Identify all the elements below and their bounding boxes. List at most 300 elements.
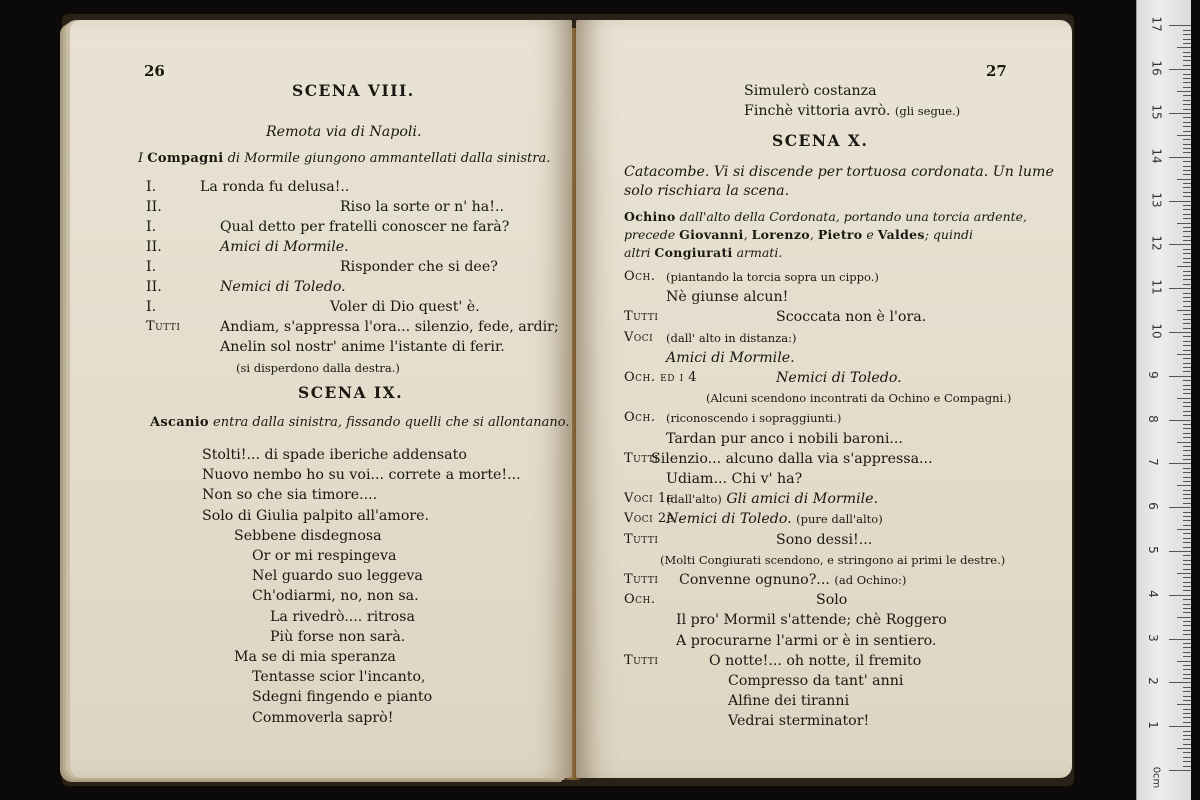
- dialogue-text: Alfine dei tiranni: [728, 693, 850, 710]
- stage-note: (piantando la torcia sopra un cippo.): [666, 270, 879, 284]
- ruler-tick: [1177, 442, 1191, 443]
- verse-line: Commoverla saprò!: [252, 709, 394, 726]
- speaker-label: Tutti: [624, 450, 659, 466]
- ruler-tick: [1183, 621, 1191, 622]
- speaker-label: Voci 2e: [624, 511, 674, 527]
- ruler-tick: [1183, 389, 1191, 390]
- ruler-tick: [1183, 74, 1191, 75]
- dialogue-line: [728, 712, 869, 730]
- verse-line: [744, 82, 877, 100]
- ruler-tick: [1183, 82, 1191, 83]
- dialogue-line: [728, 692, 849, 710]
- verse-line: Solo di Giulia palpito all'amore.: [202, 507, 430, 524]
- direction-post: di Mormile giungono ammantellati dalla sinistra.: [223, 151, 551, 166]
- ruler-tick: [1183, 328, 1191, 329]
- stage-note: (dall'alto): [666, 492, 722, 507]
- ruler-tick: [1183, 148, 1191, 149]
- dialogue-line: [776, 531, 872, 549]
- ruler-tick: [1183, 717, 1191, 718]
- direction-text: ,: [809, 227, 818, 242]
- ruler-tick: [1177, 573, 1191, 574]
- ruler-tick: [1183, 744, 1191, 745]
- ruler-tick: [1183, 477, 1191, 478]
- ruler-tick: [1183, 455, 1191, 456]
- ruler-tick: [1183, 187, 1191, 188]
- verse-line: Ma se di mia speranza: [234, 649, 396, 665]
- verse-line: Più forse non sarà.: [270, 628, 406, 645]
- ruler-tick: [1183, 481, 1191, 482]
- ruler-tick: [1183, 152, 1191, 153]
- dialogue-line: [676, 611, 947, 629]
- direction-text: altri: [624, 245, 655, 260]
- dialogue-text: Nemici di Toledo.: [666, 511, 792, 528]
- speaker-label: II.: [146, 239, 162, 255]
- ruler-tick: [1183, 205, 1191, 206]
- ruler-tick: [1177, 47, 1191, 48]
- verse-line: La rivedrò.... ritrosa: [270, 608, 415, 625]
- character-name: Valdes: [877, 227, 925, 242]
- dialogue-line: [651, 450, 933, 468]
- direction-text: ; quindi: [924, 227, 974, 242]
- ruler-tick: [1169, 113, 1191, 114]
- ruler-tick: [1183, 358, 1191, 359]
- ruler-tick: [1183, 350, 1191, 351]
- ruler-tick: [1177, 661, 1191, 662]
- dialogue-line: [666, 409, 841, 427]
- dialogue-line: [679, 571, 906, 589]
- ruler-tick: [1183, 766, 1191, 767]
- dialogue-line: [816, 591, 847, 609]
- ruler-tick: [1183, 590, 1191, 591]
- ruler-tick: [1183, 665, 1191, 666]
- ruler-tick: [1169, 69, 1191, 70]
- verse-line: Ch'odiarmi, no, non sa.: [252, 588, 419, 605]
- ruler-tick: [1177, 485, 1191, 486]
- ruler-tick: [1183, 525, 1191, 526]
- left-page: [70, 20, 572, 778]
- ruler-tick: [1183, 608, 1191, 609]
- ruler-tick: [1183, 691, 1191, 692]
- ruler-tick: [1183, 258, 1191, 259]
- ruler-tick: [1183, 446, 1191, 447]
- ruler-number: 6: [1145, 502, 1160, 511]
- dialogue-line: [776, 369, 902, 387]
- ruler-tick: [1183, 625, 1191, 626]
- dialogue-line: Risponder che si dee?: [340, 259, 498, 275]
- character-name: Congiurati: [654, 245, 733, 260]
- ruler-tick: [1183, 249, 1191, 250]
- ruler-tick: [1183, 56, 1191, 57]
- ruler-tick: [1183, 656, 1191, 657]
- ruler-tick: [1183, 647, 1191, 648]
- ruler-tick: [1183, 293, 1191, 294]
- dialogue-text: Gli amici di Mormile.: [726, 491, 879, 508]
- ruler-number: 8: [1145, 414, 1160, 423]
- speaker-label: Och.: [624, 410, 656, 426]
- direction-post: entra dalla sinistra, fissando quelli che si allontanano.: [208, 415, 570, 430]
- character-name: Giovanni: [679, 227, 744, 242]
- ruler-tick: [1183, 612, 1191, 613]
- ruler-tick: [1183, 306, 1191, 307]
- dialogue-line: [666, 288, 788, 306]
- ruler-tick: [1183, 604, 1191, 605]
- ruler-tick: [1183, 345, 1191, 346]
- ruler-tick: [1183, 722, 1191, 723]
- verse-line: Tentasse scior l'incanto,: [252, 669, 426, 686]
- ruler-tick: [1183, 65, 1191, 66]
- stage-note: (gli segue.): [894, 104, 961, 118]
- ruler-tick: [1177, 617, 1191, 618]
- ruler-tick: [1183, 761, 1191, 762]
- ruler-tick: [1183, 262, 1191, 263]
- ruler-tick: [1177, 179, 1191, 180]
- stage-note: (ad Ochino:): [834, 573, 907, 587]
- verse-line: [744, 102, 960, 120]
- ruler-tick: [1183, 100, 1191, 101]
- dialogue-line: [676, 632, 936, 650]
- speaker-label: Voci 1e: [624, 491, 674, 507]
- dialogue-text: Nè giunse alcun!: [666, 289, 789, 306]
- ruler-tick: [1183, 669, 1191, 670]
- speaker-label: Och.: [624, 592, 656, 608]
- verse-text: Simulerò costanza: [744, 83, 877, 99]
- ruler-tick: [1183, 275, 1191, 276]
- verse-line: Non so che sia timore....: [202, 487, 378, 504]
- dialogue-line: Riso la sorte or n' ha!..: [340, 199, 504, 215]
- ruler-tick: [1177, 704, 1191, 705]
- ruler-tick: [1169, 157, 1191, 158]
- ruler-tick: [1183, 459, 1191, 460]
- ruler-tick: [1183, 52, 1191, 53]
- direction-name: Ascanio: [150, 415, 209, 430]
- ruler-tick: [1183, 709, 1191, 710]
- stage-direction: [624, 226, 973, 244]
- dialogue-text: A procurarne l'armi or è in sentiero.: [676, 632, 937, 649]
- stage-note: (pure dall'alto): [796, 512, 883, 527]
- direction-name: Compagni: [147, 151, 224, 166]
- ruler-tick: [1183, 472, 1191, 473]
- ruler-tick: [1183, 170, 1191, 171]
- ruler-tick: [1183, 520, 1191, 521]
- scene-title: SCENA X.: [772, 131, 869, 150]
- dialogue-line: [666, 470, 802, 488]
- ruler-tick: [1183, 87, 1191, 88]
- speaker-label: Och.: [624, 269, 656, 284]
- direction-pre: I: [138, 151, 148, 166]
- ruler-tick: [1183, 385, 1191, 386]
- exit-note: (si disperdono dalla destra.): [236, 361, 400, 375]
- speaker-label: Tutti: [624, 309, 659, 325]
- verse-text: Finchè vittoria avrò.: [744, 103, 891, 119]
- ruler-tick: [1169, 639, 1191, 640]
- speaker-label: Tutti: [624, 652, 659, 668]
- stage-note: (Alcuni scendono incontrati da Ochino e Compagni.): [706, 391, 1012, 406]
- ruler-tick: [1177, 223, 1191, 224]
- ruler-number: 2: [1145, 677, 1160, 686]
- dialogue-text: Udiam... Chi v' ha?: [666, 471, 803, 487]
- dialogue-text: Scoccata non è l'ora.: [776, 309, 927, 326]
- ruler-tick: [1183, 43, 1191, 44]
- ruler-tick: [1169, 595, 1191, 596]
- speaker-label: I.: [146, 179, 157, 195]
- dialogue-line: La ronda fu delusa!..: [200, 179, 350, 195]
- ruler-tick: [1183, 122, 1191, 123]
- ruler-number: 13: [1149, 191, 1164, 208]
- ruler-number: 10: [1149, 323, 1164, 339]
- speaker-label: II.: [146, 279, 162, 295]
- ruler-tick: [1169, 201, 1191, 202]
- ruler-tick: [1183, 34, 1191, 35]
- ruler-tick: [1169, 244, 1191, 245]
- scene-title: SCENA VIII.: [292, 81, 415, 100]
- dialogue-text: Compresso da tant' anni: [728, 673, 904, 689]
- dialogue-line: Andiam, s'appressa l'ora... silenzio, fede, ardir;: [220, 319, 559, 335]
- ruler-tick: [1183, 131, 1191, 132]
- ruler-tick: [1183, 582, 1191, 583]
- ruler-tick: [1183, 196, 1191, 197]
- ruler-tick: [1169, 332, 1191, 333]
- ruler-tick: [1169, 25, 1191, 26]
- ruler-tick: [1183, 236, 1191, 237]
- ruler-tick: [1183, 319, 1191, 320]
- ruler-number: 9: [1145, 370, 1160, 379]
- scene-title: SCENA IX.: [298, 383, 404, 402]
- ruler-tick: [1169, 726, 1191, 727]
- dialogue-text: Amici di Mormile.: [666, 349, 795, 366]
- ruler-tick: [1177, 748, 1191, 749]
- ruler-tick: [1183, 161, 1191, 162]
- ruler-number: 15: [1149, 104, 1164, 120]
- ruler-tick: [1169, 420, 1191, 421]
- ruler-number: 16: [1149, 60, 1164, 76]
- page-number: 26: [144, 62, 165, 80]
- ruler-tick: [1183, 371, 1191, 372]
- dialogue-text: Silenzio... alcuno dalla via s'appressa...: [651, 450, 933, 467]
- ruler-tick: [1183, 109, 1191, 110]
- ruler-tick: [1183, 630, 1191, 631]
- scene-setting: Remota via di Napoli.: [266, 124, 422, 140]
- scene-setting: solo rischiara la scena.: [624, 183, 790, 199]
- measurement-ruler: [1136, 0, 1191, 800]
- dialogue-line: [666, 490, 878, 508]
- direction-text: precede: [624, 227, 680, 242]
- speaker-label: I.: [146, 299, 157, 315]
- ruler-tick: [1183, 433, 1191, 434]
- ruler-tick: [1177, 354, 1191, 355]
- ruler-tick: [1177, 529, 1191, 530]
- right-page: [576, 20, 1072, 778]
- ruler-tick: [1183, 271, 1191, 272]
- stage-direction: [138, 150, 550, 168]
- ruler-unit: 0cm: [1150, 766, 1162, 789]
- ruler-tick: [1183, 314, 1191, 315]
- dialogue-line: [666, 510, 883, 528]
- ruler-tick: [1177, 310, 1191, 311]
- ruler-tick: [1183, 516, 1191, 517]
- ruler-tick: [1183, 363, 1191, 364]
- ruler-tick: [1183, 437, 1191, 438]
- ruler-tick: [1183, 634, 1191, 635]
- dialogue-text: Sono dessi!...: [776, 531, 873, 548]
- dialogue-line: Nemici di Toledo.: [220, 279, 346, 295]
- ruler-number: 7: [1145, 458, 1160, 467]
- ruler-tick: [1169, 682, 1191, 683]
- dialogue-line: Anelin sol nostr' anime l'istante di ferir.: [220, 339, 505, 355]
- ruler-tick: [1183, 218, 1191, 219]
- ruler-tick: [1183, 393, 1191, 394]
- dialogue-text: Nemici di Toledo.: [776, 370, 902, 386]
- stage-note: (riconoscendo i sopraggiunti.): [666, 411, 842, 426]
- ruler-tick: [1183, 253, 1191, 254]
- ruler-tick: [1183, 538, 1191, 539]
- ruler-tick: [1183, 735, 1191, 736]
- ruler-tick: [1183, 564, 1191, 565]
- character-name: Pietro: [817, 227, 863, 242]
- dialogue-text: Tardan pur anco i nobili baroni...: [666, 430, 903, 447]
- ruler-tick: [1177, 135, 1191, 136]
- ruler-tick: [1183, 297, 1191, 298]
- ruler-tick: [1183, 323, 1191, 324]
- ruler-tick: [1183, 60, 1191, 61]
- ruler-tick: [1183, 678, 1191, 679]
- ruler-tick: [1183, 577, 1191, 578]
- page-number: 27: [986, 62, 1007, 80]
- ruler-tick: [1183, 192, 1191, 193]
- ruler-tick: [1183, 166, 1191, 167]
- ruler-tick: [1183, 139, 1191, 140]
- ruler-tick: [1183, 586, 1191, 587]
- dialogue-line: [666, 329, 796, 347]
- dialogue-line: Amici di Mormile.: [220, 239, 349, 255]
- dialogue-line: [660, 551, 1005, 569]
- speaker-label: Tutti: [146, 319, 181, 334]
- ruler-tick: [1183, 174, 1191, 175]
- ruler-tick: [1183, 227, 1191, 228]
- ruler-tick: [1183, 231, 1191, 232]
- verse-line: Nuovo nembo ho su voi... correte a morte!...: [202, 467, 521, 484]
- dialogue-line: [706, 389, 1011, 407]
- ruler-tick: [1183, 700, 1191, 701]
- ruler-number: 5: [1145, 546, 1160, 554]
- ruler-tick: [1183, 209, 1191, 210]
- speaker-label: Tutti: [624, 572, 659, 587]
- ruler-tick: [1183, 428, 1191, 429]
- ruler-tick: [1183, 380, 1191, 381]
- ruler-tick: [1183, 652, 1191, 653]
- ruler-tick: [1183, 468, 1191, 469]
- ruler-number: 14: [1149, 148, 1164, 164]
- stage-direction: [624, 244, 782, 262]
- ruler-tick: [1183, 367, 1191, 368]
- ruler-tick: [1183, 555, 1191, 556]
- ruler-number: 3: [1145, 633, 1160, 642]
- ruler-tick: [1183, 240, 1191, 241]
- scene-setting: Catacombe. Vi si discende per tortuosa cordonata. Un lume: [624, 164, 1054, 180]
- dialogue-line: [666, 268, 879, 286]
- ruler-number: 1: [1145, 721, 1160, 730]
- ruler-tick: [1183, 126, 1191, 127]
- ruler-tick: [1183, 424, 1191, 425]
- ruler-tick: [1183, 757, 1191, 758]
- dialogue-text: Vedrai sterminator!: [728, 713, 870, 730]
- ruler-number: 11: [1149, 279, 1164, 295]
- ruler-tick: [1183, 731, 1191, 732]
- verse-line: Or or mi respingeva: [252, 548, 397, 564]
- ruler-tick: [1183, 498, 1191, 499]
- ruler-tick: [1183, 450, 1191, 451]
- ruler-tick: [1183, 406, 1191, 407]
- stage-direction: [150, 414, 570, 432]
- ruler-tick: [1183, 30, 1191, 31]
- dialogue-text: Convenne ognuno?...: [679, 572, 830, 588]
- dialogue-line: [709, 652, 921, 670]
- ruler-tick: [1183, 560, 1191, 561]
- ruler-tick: [1169, 507, 1191, 508]
- dialogue-line: [666, 430, 903, 448]
- ruler-tick: [1183, 104, 1191, 105]
- ruler-tick: [1183, 490, 1191, 491]
- speaker-label: Tutti: [624, 531, 659, 547]
- direction-text: ,: [743, 227, 752, 242]
- dialogue-line: Voler di Dio quest' è.: [330, 299, 480, 315]
- character-name: Lorenzo: [751, 227, 810, 242]
- ruler-tick: [1183, 687, 1191, 688]
- verse-line: Nel guardo suo leggeva: [252, 568, 423, 585]
- ruler-tick: [1183, 569, 1191, 570]
- dialogue-line: [728, 672, 903, 690]
- ruler-tick: [1183, 39, 1191, 40]
- ruler-tick: [1183, 696, 1191, 697]
- ruler-tick: [1169, 463, 1191, 464]
- dialogue-line: [776, 308, 926, 326]
- ruler-tick: [1183, 95, 1191, 96]
- ruler-number: 4: [1145, 589, 1160, 598]
- ruler-tick: [1183, 144, 1191, 145]
- ruler-tick: [1183, 752, 1191, 753]
- ruler-tick: [1183, 301, 1191, 302]
- ruler-tick: [1177, 266, 1191, 267]
- stage-note: (Molti Congiurati scendono, e stringono ai primi le destre.): [660, 552, 1006, 567]
- dialogue-text: Solo: [816, 592, 848, 609]
- dialogue-text: Il pro' Mormil s'attende; chè Roggero: [676, 612, 947, 629]
- ruler-tick: [1183, 78, 1191, 79]
- stage-direction: [624, 208, 1027, 226]
- verse-line: Sdegni fingendo e pianto: [252, 689, 433, 706]
- ruler-tick: [1177, 398, 1191, 399]
- ruler-tick: [1183, 415, 1191, 416]
- ruler-tick: [1169, 770, 1191, 771]
- ruler-tick: [1183, 599, 1191, 600]
- ruler-tick: [1183, 494, 1191, 495]
- dialogue-line: [666, 349, 795, 367]
- speaker-label: I.: [146, 259, 157, 275]
- ruler-tick: [1177, 91, 1191, 92]
- direction-text: e: [862, 227, 878, 242]
- direction-text: dall'alto della Cordonata, portando una torcia ardente,: [675, 209, 1028, 224]
- ruler-tick: [1183, 214, 1191, 215]
- ruler-number: 12: [1149, 235, 1164, 252]
- verse-line: Stolti!... di spade iberiche addensato: [202, 447, 467, 463]
- speaker-label: II.: [146, 199, 162, 215]
- ruler-tick: [1183, 279, 1191, 280]
- ruler-tick: [1183, 402, 1191, 403]
- ruler-tick: [1183, 503, 1191, 504]
- character-name: Ochino: [624, 209, 676, 224]
- ruler-tick: [1183, 284, 1191, 285]
- ruler-tick: [1183, 542, 1191, 543]
- ruler-tick: [1169, 376, 1191, 377]
- ruler-tick: [1183, 336, 1191, 337]
